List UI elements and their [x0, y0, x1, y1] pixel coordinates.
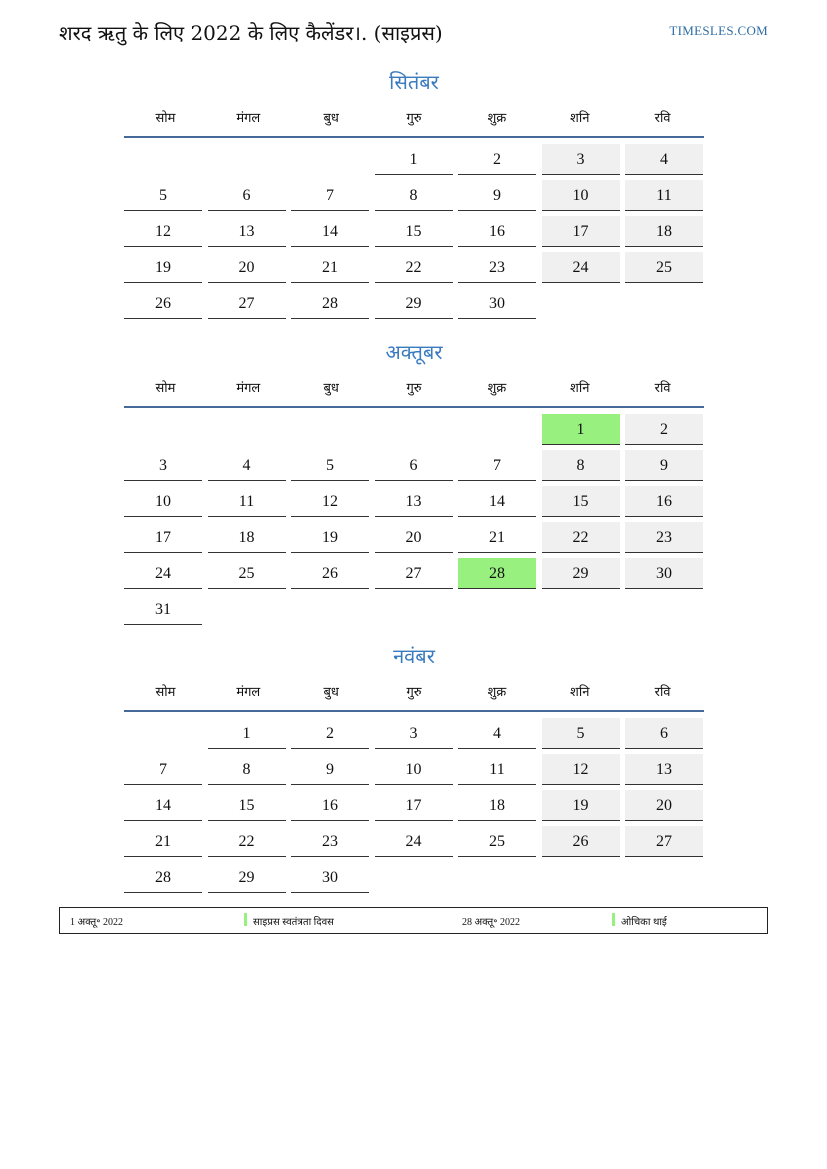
weekday-label: शुक्र [487, 381, 507, 396]
header-divider [124, 710, 704, 712]
month-title: नवंबर [393, 644, 435, 668]
weekday-label: शनि [570, 111, 590, 126]
day-cell: 10 [542, 180, 620, 211]
day-cell: 8 [542, 450, 620, 481]
day-cell: 18 [208, 522, 286, 553]
day-cell: 7 [124, 754, 202, 785]
day-cell: 5 [291, 450, 369, 481]
day-cell: 6 [375, 450, 453, 481]
weekday-label: गुरु [406, 381, 422, 396]
day-cell: 30 [458, 288, 536, 319]
day-cell: 30 [625, 558, 703, 589]
day-cell: 5 [542, 718, 620, 749]
weekday-label: गुरु [406, 111, 422, 126]
day-cell: 27 [625, 826, 703, 857]
day-cell: 22 [208, 826, 286, 857]
weekday-label: सोम [155, 381, 176, 396]
day-cell: 31 [124, 594, 202, 625]
day-cell: 21 [291, 252, 369, 283]
day-cell: 15 [208, 790, 286, 821]
day-cell: 6 [208, 180, 286, 211]
day-cell: 15 [375, 216, 453, 247]
day-cell: 20 [208, 252, 286, 283]
legend-date: 28 अक्तू॰ 2022 [462, 917, 520, 928]
weekday-label: बुध [323, 111, 339, 126]
holiday-color-swatch [244, 913, 247, 926]
day-cell: 21 [458, 522, 536, 553]
header-divider [124, 406, 704, 408]
day-cell: 11 [208, 486, 286, 517]
day-cell: 4 [458, 718, 536, 749]
day-cell: 25 [458, 826, 536, 857]
day-cell: 23 [291, 826, 369, 857]
day-cell: 1 [542, 414, 620, 445]
day-cell: 28 [291, 288, 369, 319]
day-cell: 24 [542, 252, 620, 283]
weekday-label: शनि [570, 685, 590, 700]
day-cell: 18 [458, 790, 536, 821]
header-divider [124, 136, 704, 138]
day-cell: 29 [375, 288, 453, 319]
day-cell: 19 [542, 790, 620, 821]
weekday-label: गुरु [406, 685, 422, 700]
weekday-label: शनि [570, 381, 590, 396]
day-cell: 8 [208, 754, 286, 785]
day-cell: 20 [375, 522, 453, 553]
day-cell: 29 [208, 862, 286, 893]
page-title: शरद ऋतु के लिए 2022 के लिए कैलेंडर।. (साइप्रस) [59, 21, 443, 45]
weekday-label: शुक्र [487, 685, 507, 700]
day-cell: 15 [542, 486, 620, 517]
day-cell: 16 [625, 486, 703, 517]
day-cell: 23 [625, 522, 703, 553]
weekday-label: बुध [323, 685, 339, 700]
day-cell: 3 [542, 144, 620, 175]
day-cell: 17 [124, 522, 202, 553]
month-title: सितंबर [389, 70, 439, 94]
day-cell: 16 [458, 216, 536, 247]
day-cell: 4 [208, 450, 286, 481]
day-cell: 7 [291, 180, 369, 211]
day-cell: 2 [458, 144, 536, 175]
day-cell: 10 [375, 754, 453, 785]
weekday-label: मंगल [236, 685, 261, 700]
day-cell: 6 [625, 718, 703, 749]
day-cell: 9 [625, 450, 703, 481]
day-cell: 13 [375, 486, 453, 517]
day-cell: 30 [291, 862, 369, 893]
day-cell: 3 [124, 450, 202, 481]
day-cell: 11 [625, 180, 703, 211]
day-cell: 11 [458, 754, 536, 785]
day-cell: 13 [208, 216, 286, 247]
day-cell: 13 [625, 754, 703, 785]
day-cell: 24 [124, 558, 202, 589]
day-cell: 25 [625, 252, 703, 283]
weekday-label: सोम [155, 111, 176, 126]
day-cell: 1 [208, 718, 286, 749]
day-cell: 14 [124, 790, 202, 821]
day-cell: 16 [291, 790, 369, 821]
day-cell: 5 [124, 180, 202, 211]
weekday-label: मंगल [236, 381, 261, 396]
weekday-label: मंगल [236, 111, 261, 126]
day-cell: 27 [208, 288, 286, 319]
weekday-label: रवि [654, 685, 671, 700]
day-cell: 2 [625, 414, 703, 445]
day-cell: 21 [124, 826, 202, 857]
legend-holiday-name: साइप्रस स्वतंत्रता दिवस [253, 917, 334, 928]
day-cell: 12 [124, 216, 202, 247]
day-cell: 1 [375, 144, 453, 175]
day-cell: 9 [458, 180, 536, 211]
day-cell: 28 [458, 558, 536, 589]
day-cell: 29 [542, 558, 620, 589]
legend-date: 1 अक्तू॰ 2022 [70, 917, 123, 928]
weekday-label: शुक्र [487, 111, 507, 126]
day-cell: 4 [625, 144, 703, 175]
weekday-header [124, 378, 704, 396]
day-cell: 7 [458, 450, 536, 481]
weekday-label: सोम [155, 685, 176, 700]
day-cell: 17 [375, 790, 453, 821]
day-cell: 23 [458, 252, 536, 283]
day-cell: 27 [375, 558, 453, 589]
day-cell: 9 [291, 754, 369, 785]
day-cell: 2 [291, 718, 369, 749]
day-cell: 3 [375, 718, 453, 749]
day-cell: 26 [542, 826, 620, 857]
day-cell: 22 [375, 252, 453, 283]
day-cell: 19 [291, 522, 369, 553]
weekday-label: बुध [323, 381, 339, 396]
day-cell: 12 [542, 754, 620, 785]
holiday-legend [59, 907, 768, 934]
day-cell: 12 [291, 486, 369, 517]
day-cell: 28 [124, 862, 202, 893]
month-title: अक्तूबर [385, 340, 443, 364]
day-cell: 17 [542, 216, 620, 247]
day-cell: 14 [458, 486, 536, 517]
weekday-label: रवि [654, 381, 671, 396]
day-cell: 24 [375, 826, 453, 857]
site-link[interactable]: TIMESLES.COM [669, 23, 768, 38]
weekday-header [124, 682, 704, 700]
weekday-label: रवि [654, 111, 671, 126]
day-cell: 19 [124, 252, 202, 283]
day-cell: 20 [625, 790, 703, 821]
legend-holiday-name: ओचिका थाई [621, 917, 667, 928]
day-cell: 18 [625, 216, 703, 247]
holiday-color-swatch [612, 913, 615, 926]
day-cell: 14 [291, 216, 369, 247]
day-cell: 25 [208, 558, 286, 589]
day-cell: 26 [291, 558, 369, 589]
day-cell: 22 [542, 522, 620, 553]
day-cell: 8 [375, 180, 453, 211]
weekday-header [124, 108, 704, 126]
day-cell: 10 [124, 486, 202, 517]
day-cell: 26 [124, 288, 202, 319]
